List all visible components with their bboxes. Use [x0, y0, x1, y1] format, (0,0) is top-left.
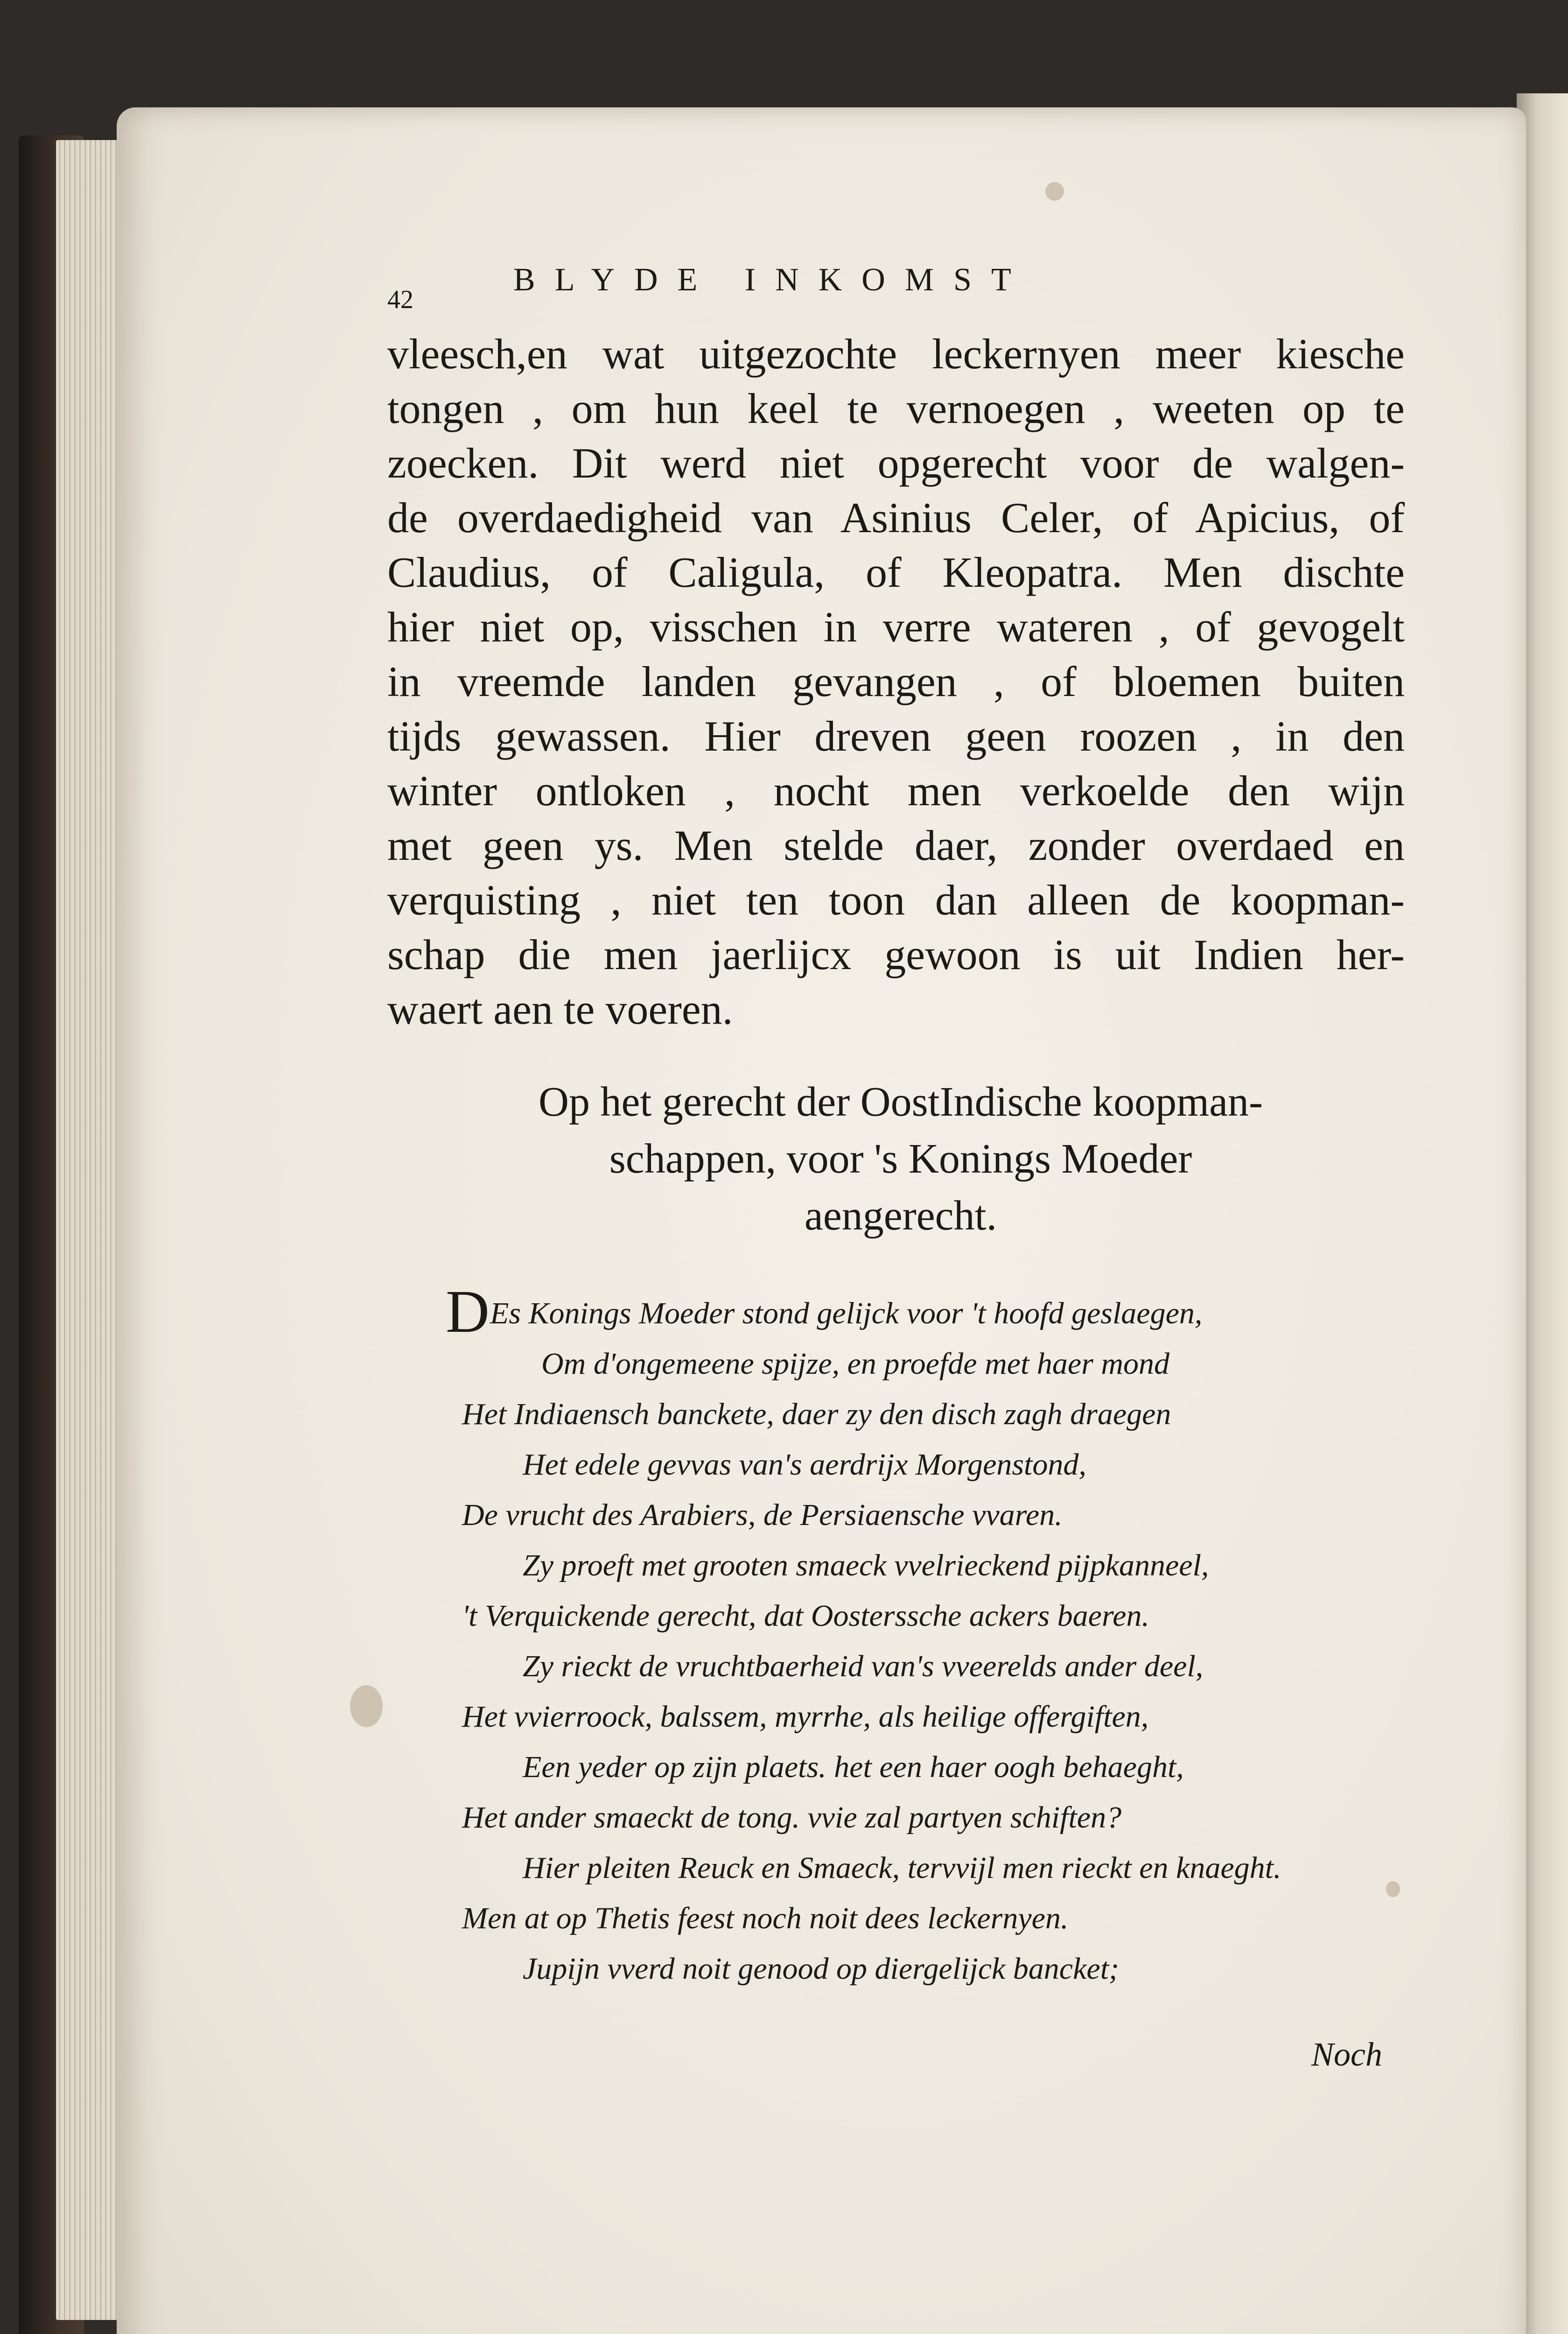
poem-line: Om d'ongemeene spijze, en proefde met haer mond [541, 1347, 1170, 1381]
foxing-spot [350, 1685, 383, 1727]
foxing-spot [1386, 1881, 1400, 1897]
poem-line: Jupijn vverd noit genood op diergelijck bancket; [523, 1952, 1120, 1986]
poem-line: Het edele gevvas van's aerdrijx Morgenstond, [523, 1448, 1086, 1482]
prose-line: winter ontloken , nocht men verkoelde den wijn [387, 767, 1405, 815]
prose-line: de overdaedigheid van Asinius Celer, of Apicius, of [387, 494, 1405, 541]
prose-line: hier niet op, visschen in verre wateren , of gevogelt [387, 603, 1405, 651]
prose-line: vleesch,en wat uitgezochte leckernyen meer kiesche [387, 330, 1405, 378]
heading-line: Op het gerecht der OostIndische koopman- [538, 1079, 1263, 1125]
poem-line: Het ander smaeckt de tong. vvie zal partyen schiften? [462, 1800, 1122, 1835]
prose-line: schap die men jaerlijcx gewoon is uit Indien her- [387, 931, 1405, 978]
poem-line: Een yeder op zijn plaets. het een haer oogh behaeght, [523, 1750, 1184, 1784]
poem-heading [448, 1074, 1353, 1244]
running-title: BLYDE INKOMST [513, 262, 1031, 298]
poem-line: Het vvierroock, balssem, myrrhe, als heilige offergiften, [462, 1700, 1149, 1734]
poem-line: Hier pleiten Reuck en Smaeck, tervvijl men rieckt en knaeght. [523, 1851, 1281, 1885]
poem-line: Zy proeft met grooten smaeck vvelrieckend pijpkanneel, [523, 1548, 1209, 1582]
prose-line: in vreemde landen gevangen , of bloemen buiten [387, 658, 1405, 705]
poem-line: Men at op Thetis feest noch noit dees leckernyen. [462, 1901, 1069, 1935]
prose-line: met geen ys. Men stelde daer, zonder overdaed en [387, 822, 1405, 869]
poem-line: De vrucht des Arabiers, de Persiaensche vvaren. [462, 1498, 1063, 1532]
poem-line: Het Indiaensch banckete, daer zy den disch zagh draegen [462, 1397, 1171, 1431]
foxing-spot [1045, 182, 1064, 201]
poem [448, 1288, 1381, 1994]
prose-line: Claudius, of Caligula, of Kleopatra. Men dischte [387, 548, 1405, 596]
prose-line: zoecken. Dit werd niet opgerecht voor de walgen- [387, 439, 1405, 487]
prose-line: verquisting , niet ten toon dan alleen de koopman- [387, 876, 1405, 924]
prose-line: tongen , om hun keel te vernoegen , weeten op te [387, 385, 1405, 432]
drop-cap: D [446, 1278, 490, 1345]
poem-line: 't Verquickende gerecht, dat Oosterssche ackers baeren. [462, 1599, 1149, 1633]
prose-line: tijds gewassen. Hier dreven geen roozen , in den [387, 712, 1405, 760]
poem-line: Es Konings Moeder stond gelijck voor 't hoofd geslaegen, [490, 1296, 1203, 1330]
heading-line: aengerecht. [804, 1193, 997, 1239]
prose-paragraph [387, 327, 1405, 1037]
prose-line: waert aen te voeren. [387, 985, 733, 1033]
page-number: 42 [387, 285, 413, 314]
catchword: Noch [1311, 2036, 1382, 2073]
poem-line: Zy rieckt de vruchtbaerheid van's vveerelds ander deel, [523, 1649, 1204, 1683]
heading-line: schappen, voor 's Konings Moeder [609, 1136, 1192, 1182]
